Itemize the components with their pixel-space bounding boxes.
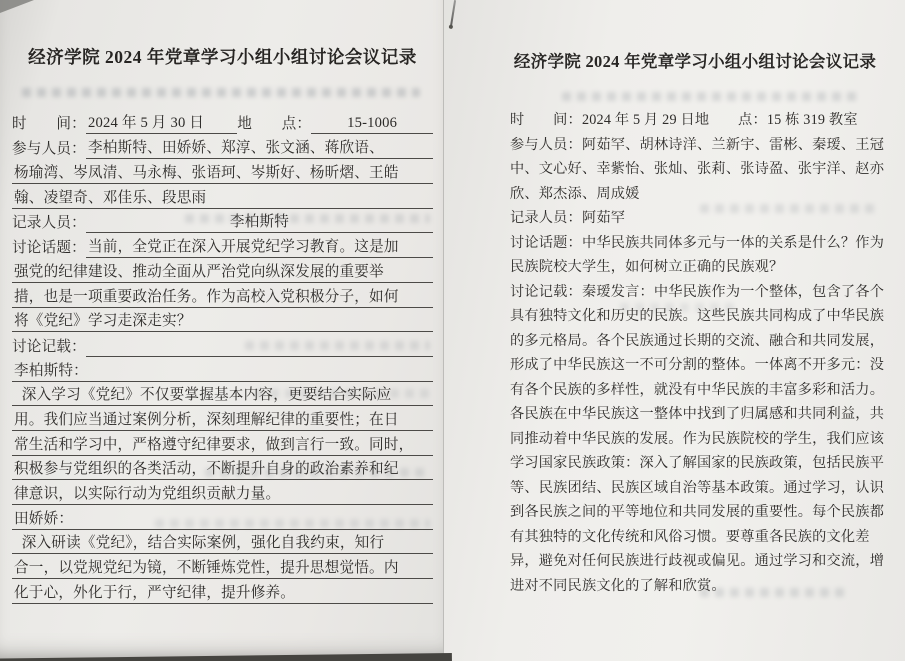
form-line — [12, 530, 433, 555]
printed-line: 讨论记载：秦瑷发言：中华民族作为一个整体，包含了各个 — [510, 283, 885, 300]
printed-lines — [510, 108, 886, 598]
form-line-text: 深入学习《党纪》不仅要掌握基本内容，更要结合实际应 — [12, 385, 433, 406]
form-line — [12, 382, 433, 407]
form-line-label: 讨论话题： — [12, 240, 86, 257]
printed-line: 参与人员：阿茹罕、胡林诗洋、兰新宇、雷彬、秦瑷、王冠 — [510, 136, 885, 153]
table-corner-shadow — [0, 0, 34, 13]
form-line — [12, 480, 433, 505]
form-line — [12, 209, 433, 234]
printed-line: 讨论话题：中华民族共同体多元与一体的关系是什么？作为 — [510, 234, 885, 251]
time-label: 时 间： — [12, 115, 86, 132]
form-line-text: 李柏斯特： — [12, 361, 433, 382]
page-title: 经济学院 2024 年党章学习小组小组讨论会议记录 — [28, 47, 417, 67]
form-line-text: 化于心，外化于行，严守纪律，提升修养。 — [12, 583, 433, 604]
form-line-text: 积极参与党组织的各类活动，不断提升自身的政治素养和纪 — [12, 459, 433, 480]
form-line-text — [86, 356, 433, 357]
form-line — [12, 431, 433, 456]
form-line-text: 将《党纪》学习走深走实？ — [12, 311, 433, 332]
printed-line: 记录人员：阿茹罕 — [510, 210, 626, 226]
form-line-text: 翰、凌望奇、邓佳乐、段思雨 — [12, 188, 433, 209]
place-label: 地 点： — [237, 115, 312, 132]
page-title: 经济学院 2024 年党章学习小组小组讨论会议记录 — [513, 52, 877, 71]
form-line-text: 田娇娇： — [12, 509, 433, 530]
form-line-label: 记录人员： — [12, 215, 86, 232]
form-line-label: 参与人员： — [12, 141, 86, 158]
left-page-content — [12, 44, 433, 604]
printed-line: 等、民族团结、民族区域自治等基本政策。通过学习，认识 — [510, 479, 885, 496]
right-page-content — [510, 48, 886, 598]
form-line — [12, 332, 433, 357]
form-line-text: 当前，全党正在深入开展党纪学习教育。这是加 — [86, 237, 433, 258]
form-line-text: 律意识，以实际行动为党组织贡献力量。 — [12, 484, 433, 505]
form-line — [12, 456, 433, 481]
form-line — [12, 554, 433, 579]
printed-line: 时 间：2024 年 5 月 29 日地 点：15 栋 319 教室 — [510, 112, 858, 128]
printed-line: 中、文心好、幸紫怡、张灿、张莉、张诗盈、张宇洋、赵亦 — [510, 161, 885, 177]
form-line-text: 强党的纪律建设、推动全面从严治党向纵深发展的重要举 — [12, 262, 433, 283]
printed-line: 学习国家民族政策：深入了解国家的民族政策，包括民族平 — [510, 455, 885, 471]
printed-line: 的多元格局。各个民族通过长期的交流、融合和共同发展， — [510, 332, 885, 349]
form-line-label: 讨论记载： — [12, 338, 86, 355]
form-line-text: 用。我们应当通过案例分析，深刻理解纪律的重要性；在日 — [12, 410, 433, 431]
form-line — [12, 184, 433, 209]
printed-line: 进对不同民族文化的了解和欣赏。 — [510, 577, 726, 594]
printed-line: 同推动着中华民族的发展。作为民族院校的学生，我们应该 — [510, 430, 885, 447]
form-line-text: 李柏斯特、田娇娇、郑淳、张文涵、蒋欣语、 — [86, 138, 433, 159]
printed-line: 具有独特文化和历史的民族。这些民族共同构成了中华民族 — [510, 308, 885, 324]
form-line — [12, 283, 433, 308]
printed-line: 有其独特的文化传统和风俗习惯。要尊重各民族的文化差 — [510, 528, 870, 545]
form-line — [12, 406, 433, 431]
form-line — [12, 579, 433, 604]
printed-line: 形成了中华民族这一不可分割的整体。一体离不开多元：没 — [510, 357, 885, 373]
form-line-text: 措，也是一项重要政治任务。作为高校入党积极分子，如何 — [12, 287, 433, 308]
printed-line: 民族院校大学生，如何树立正确的民族观？ — [510, 259, 784, 275]
form-line-text: 合一，以党规党纪为镜，不断锤炼党性，提升思想觉悟。内 — [12, 558, 433, 579]
printed-line: 各民族在中华民族这一整体中找到了归属感和共同利益，共 — [510, 406, 885, 422]
time-place-row — [12, 109, 433, 134]
form-lines — [12, 135, 433, 604]
form-line-text: 李柏斯特 — [86, 212, 433, 233]
form-line-text: 深入研读《党纪》，结合实际案例，强化自我约束，知行 — [12, 533, 433, 554]
printed-line: 欣、郑杰添、周成媛 — [510, 185, 640, 202]
form-line — [12, 505, 433, 530]
printed-line: 到各民族之间的平等地位和共同发展的重要性。每个民族都 — [510, 504, 885, 520]
form-line-text: 杨瑜湾、岑凤清、马永梅、张语珂、岑斯好、杨昕熠、王皓 — [12, 163, 433, 184]
form-line — [12, 357, 433, 382]
form-line-text: 常生活和学习中，严格遵守纪律要求，做到言行一致。同时， — [12, 435, 433, 456]
printed-line: 异，避免对任何民族进行歧视或偏见。通过学习和交流，增 — [510, 553, 885, 569]
place-value: 15-1006 — [311, 113, 433, 134]
form-line — [12, 308, 433, 333]
form-line — [12, 258, 433, 283]
form-line — [12, 159, 433, 184]
time-value: 2024 年 5 月 30 日 — [86, 113, 237, 134]
form-line — [12, 135, 433, 160]
printed-line: 有各个民族的多样性，就没有中华民族的丰富多彩和活力。 — [510, 381, 885, 398]
form-line — [12, 233, 433, 258]
